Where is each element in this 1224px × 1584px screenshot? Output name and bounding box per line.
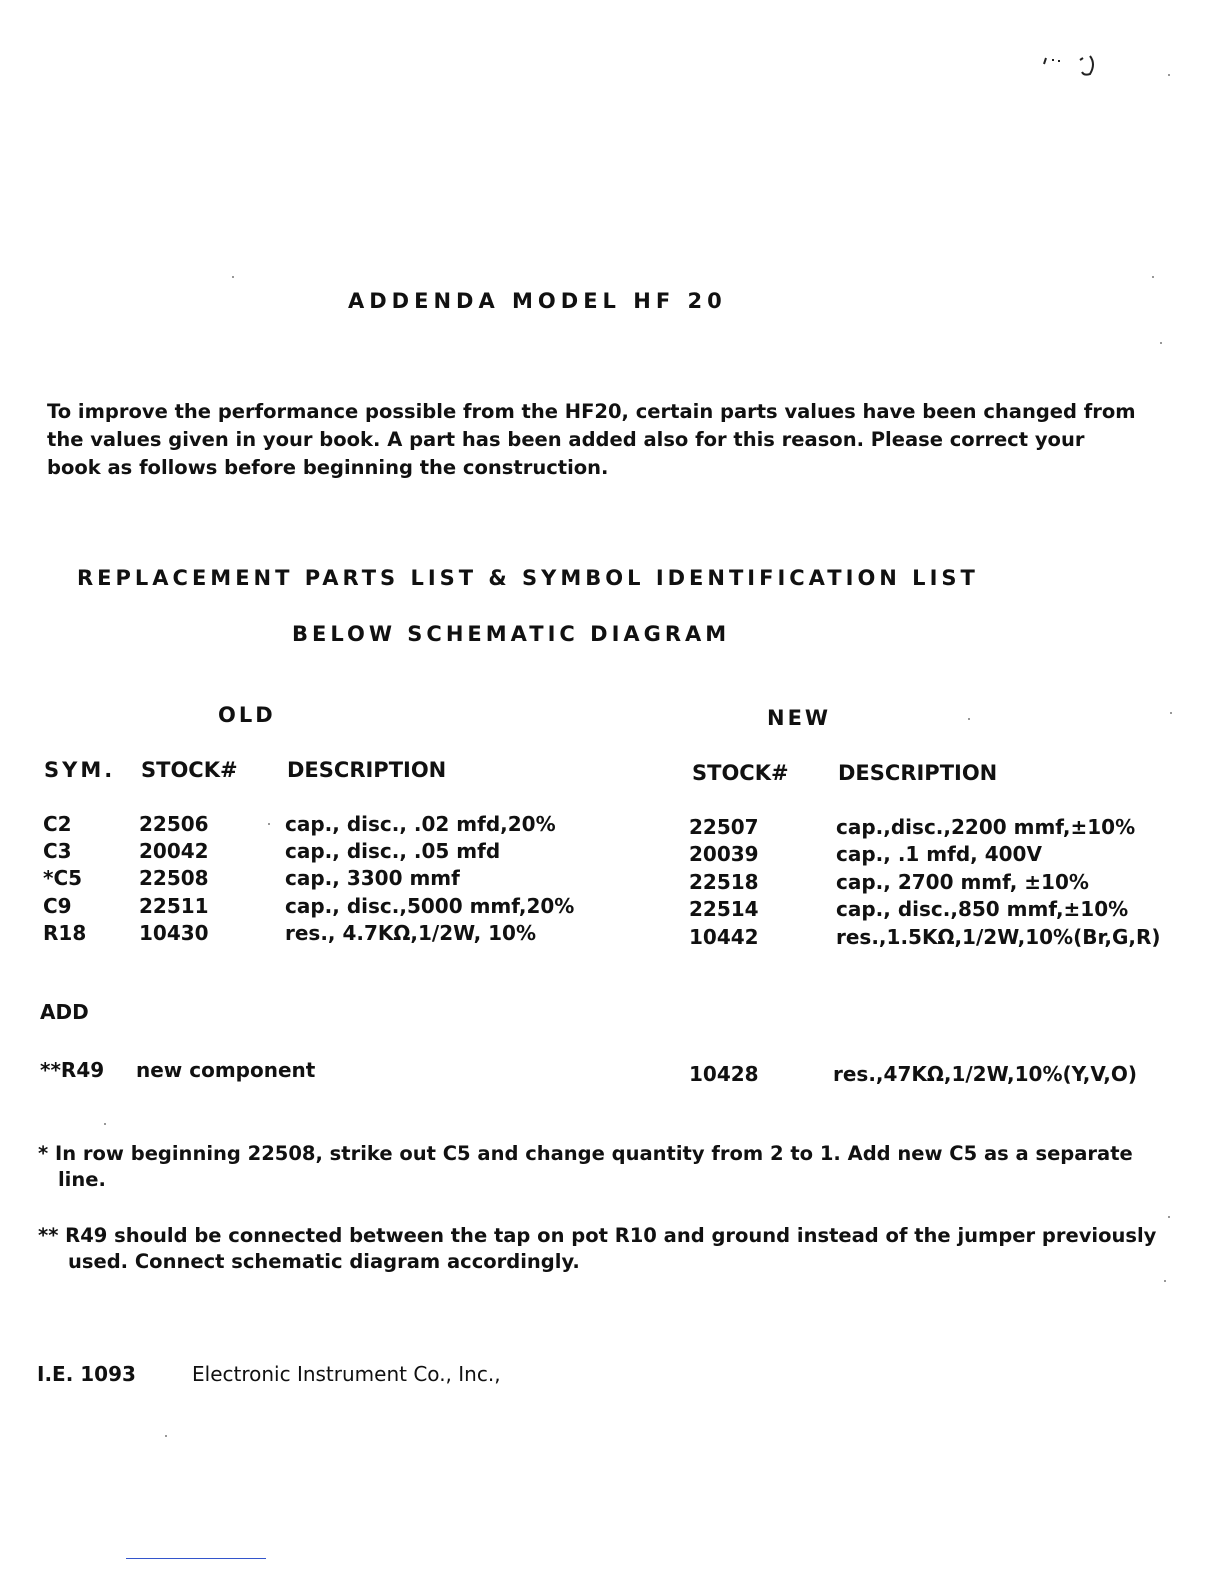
row-new-stock: 22518 <box>689 870 759 894</box>
row-new-description: cap., 2700 mmf, ±10% <box>836 870 1089 894</box>
add-row-new-stock: 10428 <box>689 1062 759 1086</box>
add-section-label: ADD <box>40 1000 89 1024</box>
scan-speck <box>1160 342 1162 344</box>
row-new-description: res.,1.5KΩ,1/2W,10%(Br,G,R) <box>836 925 1161 949</box>
row-sym: C3 <box>43 839 72 863</box>
table-row <box>0 812 1224 840</box>
header-new-description: DESCRIPTION <box>838 761 998 785</box>
intro-paragraph <box>47 398 1136 482</box>
header-sym: SYM. <box>44 758 116 782</box>
table-row <box>0 839 1224 867</box>
add-row-old-description: new component <box>136 1058 316 1082</box>
scan-speck <box>232 276 234 278</box>
scan-speck <box>1170 712 1172 714</box>
footnote-line: used. Connect schematic diagram accordingly. <box>68 1250 580 1273</box>
row-sym: R18 <box>43 921 87 945</box>
footnote-double-asterisk <box>38 1223 1156 1275</box>
scan-speck <box>1168 1216 1170 1218</box>
row-new-stock: 10442 <box>689 925 759 949</box>
handwritten-mark <box>1040 50 1120 80</box>
footnote-line: ** R49 should be connected between the tap on pot R10 and ground instead of the jumper previously <box>38 1224 1157 1247</box>
page-title: ADDENDA MODEL HF 20 <box>348 289 727 313</box>
row-old-description: cap., disc., .05 mfd <box>285 839 501 863</box>
scan-speck <box>1168 74 1170 76</box>
add-table-row <box>0 1058 1224 1086</box>
header-old-description: DESCRIPTION <box>287 758 447 782</box>
scan-speck <box>968 718 970 720</box>
row-old-stock: 20042 <box>139 839 209 863</box>
scan-speck <box>165 1435 167 1437</box>
row-sym: C9 <box>43 894 72 918</box>
row-old-stock: 10430 <box>139 921 209 945</box>
section-subheading: BELOW SCHEMATIC DIAGRAM <box>292 622 731 646</box>
intro-line: book as follows before beginning the construction. <box>47 456 609 479</box>
row-new-description: cap., .1 mfd, 400V <box>836 842 1042 866</box>
old-group-label: OLD <box>218 703 276 727</box>
scan-speck <box>1152 276 1154 278</box>
header-old-stock: STOCK# <box>141 758 238 782</box>
table-row <box>0 894 1224 922</box>
footnote-line: line. <box>58 1168 106 1191</box>
add-row-sym: **R49 <box>40 1058 105 1082</box>
section-heading: REPLACEMENT PARTS LIST & SYMBOL IDENTIFICATION LIST <box>77 566 979 590</box>
table-row <box>0 866 1224 894</box>
intro-line: the values given in your book. A part has been added also for this reason. Please correct your <box>47 428 1085 451</box>
footnote-line: * In row beginning 22508, strike out C5 and change quantity from 2 to 1. Add new C5 as a separate <box>38 1142 1133 1165</box>
intro-line: To improve the performance possible from the HF20, certain parts values have been changed from <box>47 400 1136 423</box>
scan-speck <box>1164 1280 1166 1282</box>
row-old-description: cap., disc.,5000 mmf,20% <box>285 894 575 918</box>
row-new-description: cap., disc.,850 mmf,±10% <box>836 897 1129 921</box>
row-old-stock: 22508 <box>139 866 209 890</box>
row-old-description: cap., disc., .02 mfd,20% <box>285 812 556 836</box>
footnote-single-asterisk <box>38 1141 1133 1193</box>
row-old-stock: 22506 <box>139 812 209 836</box>
company-name: Electronic Instrument Co., Inc., <box>192 1362 501 1386</box>
row-sym: *C5 <box>43 866 83 890</box>
scan-speck <box>104 1123 106 1125</box>
scan-edge-line <box>126 1558 266 1559</box>
table-row <box>0 921 1224 949</box>
row-old-description: res., 4.7KΩ,1/2W, 10% <box>285 921 537 945</box>
header-new-stock: STOCK# <box>692 761 789 785</box>
row-new-description: cap.,disc.,2200 mmf,±10% <box>836 815 1136 839</box>
row-old-stock: 22511 <box>139 894 209 918</box>
scan-speck <box>268 823 270 825</box>
row-new-stock: 22514 <box>689 897 759 921</box>
row-old-description: cap., 3300 mmf <box>285 866 460 890</box>
row-new-stock: 22507 <box>689 815 759 839</box>
new-group-label: NEW <box>767 706 832 730</box>
row-sym: C2 <box>43 812 72 836</box>
add-row-new-description: res.,47KΩ,1/2W,10%(Y,V,O) <box>833 1062 1138 1086</box>
row-new-stock: 20039 <box>689 842 759 866</box>
document-code: I.E. 1093 <box>37 1362 136 1386</box>
